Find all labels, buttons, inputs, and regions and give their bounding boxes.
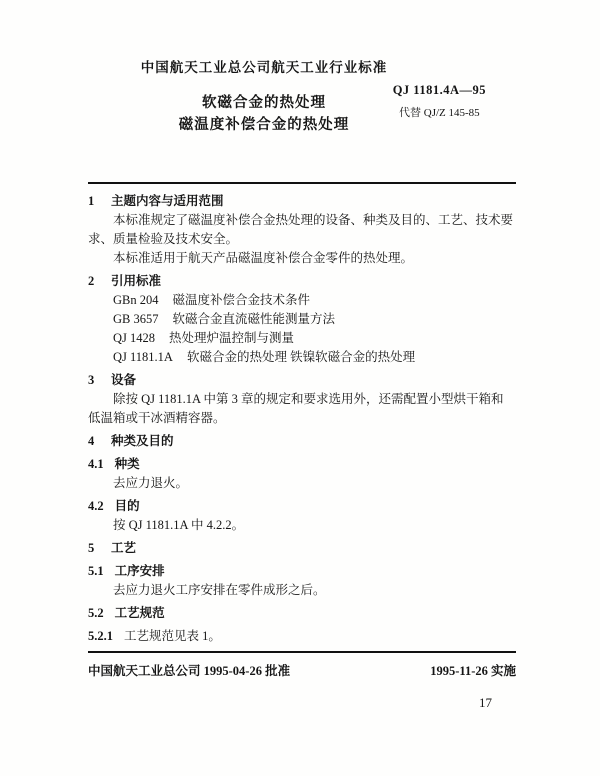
section-number: 4 <box>88 434 95 448</box>
section-number: 1 <box>88 194 95 208</box>
reference-title: 磁温度补偿合金技术条件 <box>172 293 311 307</box>
section-title: 主题内容与适用范围 <box>111 194 224 208</box>
paragraph: 本标准适用于航天产品磁温度补偿合金零件的热处理。 <box>113 251 414 265</box>
reference-code: QJ 1181.1A <box>113 350 173 364</box>
section-number: 5 <box>88 541 95 555</box>
document-title-line1: 软磁合金的热处理 <box>202 95 326 111</box>
section-heading-4-1 <box>88 455 516 474</box>
section-heading-5-2 <box>88 604 516 623</box>
section-heading-4-2 <box>88 497 516 516</box>
reference-code: GB 3657 <box>113 312 159 326</box>
paragraph: 去应力退火。 <box>113 476 189 490</box>
section-title: 工艺 <box>111 541 137 555</box>
paragraph: 去应力退火工序安排在零件成形之后。 <box>113 583 326 597</box>
section-number: 3 <box>88 373 95 387</box>
section-number: 5.1 <box>88 564 104 578</box>
section-title: 工序安排 <box>114 564 165 578</box>
section-number: 5.2 <box>88 606 104 620</box>
page-content <box>88 56 516 711</box>
section-title: 引用标准 <box>111 274 162 288</box>
section-heading-4 <box>88 432 516 451</box>
paragraph: 本标准规定了磁温度补偿合金热处理的设备、种类及目的、工艺、技术要求、质量检验及技术安全。 <box>88 213 514 246</box>
footer-divider <box>88 651 516 653</box>
reference-title: 软磁合金直流磁性能测量方法 <box>172 312 336 326</box>
footer-row <box>88 661 516 679</box>
reference-item <box>113 329 516 348</box>
document-title-line2: 磁温度补偿合金的热处理 <box>178 117 350 133</box>
reference-code: GBn 204 <box>113 293 159 307</box>
section-number: 4.2 <box>88 499 104 513</box>
page-number: 17 <box>479 695 492 710</box>
section-heading-5 <box>88 539 516 558</box>
header-divider <box>88 182 516 184</box>
reference-title: 热处理炉温控制与测量 <box>169 331 295 345</box>
standard-number: QJ 1181.4A—95 <box>392 83 486 97</box>
section-number: 2 <box>88 274 95 288</box>
standard-category-line: 中国航天工业总公司航天工业行业标准 <box>140 60 388 75</box>
section-number: 4.1 <box>88 457 104 471</box>
reference-item <box>113 348 516 367</box>
section-title: 设备 <box>111 373 137 387</box>
implementation-text: 1995-11-26 实施 <box>430 664 516 678</box>
section-title: 工艺规范 <box>114 606 165 620</box>
section-heading-1 <box>88 192 516 211</box>
section-heading-5-1 <box>88 562 516 581</box>
reference-code: QJ 1428 <box>113 331 156 345</box>
document-title <box>88 92 440 136</box>
section-heading-2 <box>88 272 516 291</box>
reference-item <box>113 310 516 329</box>
reference-title: 软磁合金的热处理 铁镍软磁合金的热处理 <box>186 350 416 364</box>
document-body <box>88 192 516 646</box>
section-number: 5.2.1 <box>88 629 113 643</box>
standard-number-block <box>393 83 486 120</box>
section-title: 目的 <box>114 499 140 513</box>
section-title: 种类及目的 <box>111 434 174 448</box>
section-text: 工艺规范见表 1。 <box>124 629 221 643</box>
paragraph: 除按 QJ 1181.1A 中第 3 章的规定和要求选用外，还需配置小型烘干箱和低温箱或干冰酒精容器。 <box>88 392 504 425</box>
document-header <box>88 56 516 184</box>
paragraph: 按 QJ 1181.1A 中 4.2.2。 <box>113 518 245 532</box>
approval-text: 中国航天工业总公司 1995-04-26 批准 <box>88 664 291 678</box>
section-heading-3 <box>88 371 516 390</box>
replaced-standard: 代替 QJ/Z 145-85 <box>399 107 480 119</box>
reference-item <box>113 291 516 310</box>
section-heading-5-2-1 <box>88 627 516 646</box>
section-title: 种类 <box>114 457 140 471</box>
